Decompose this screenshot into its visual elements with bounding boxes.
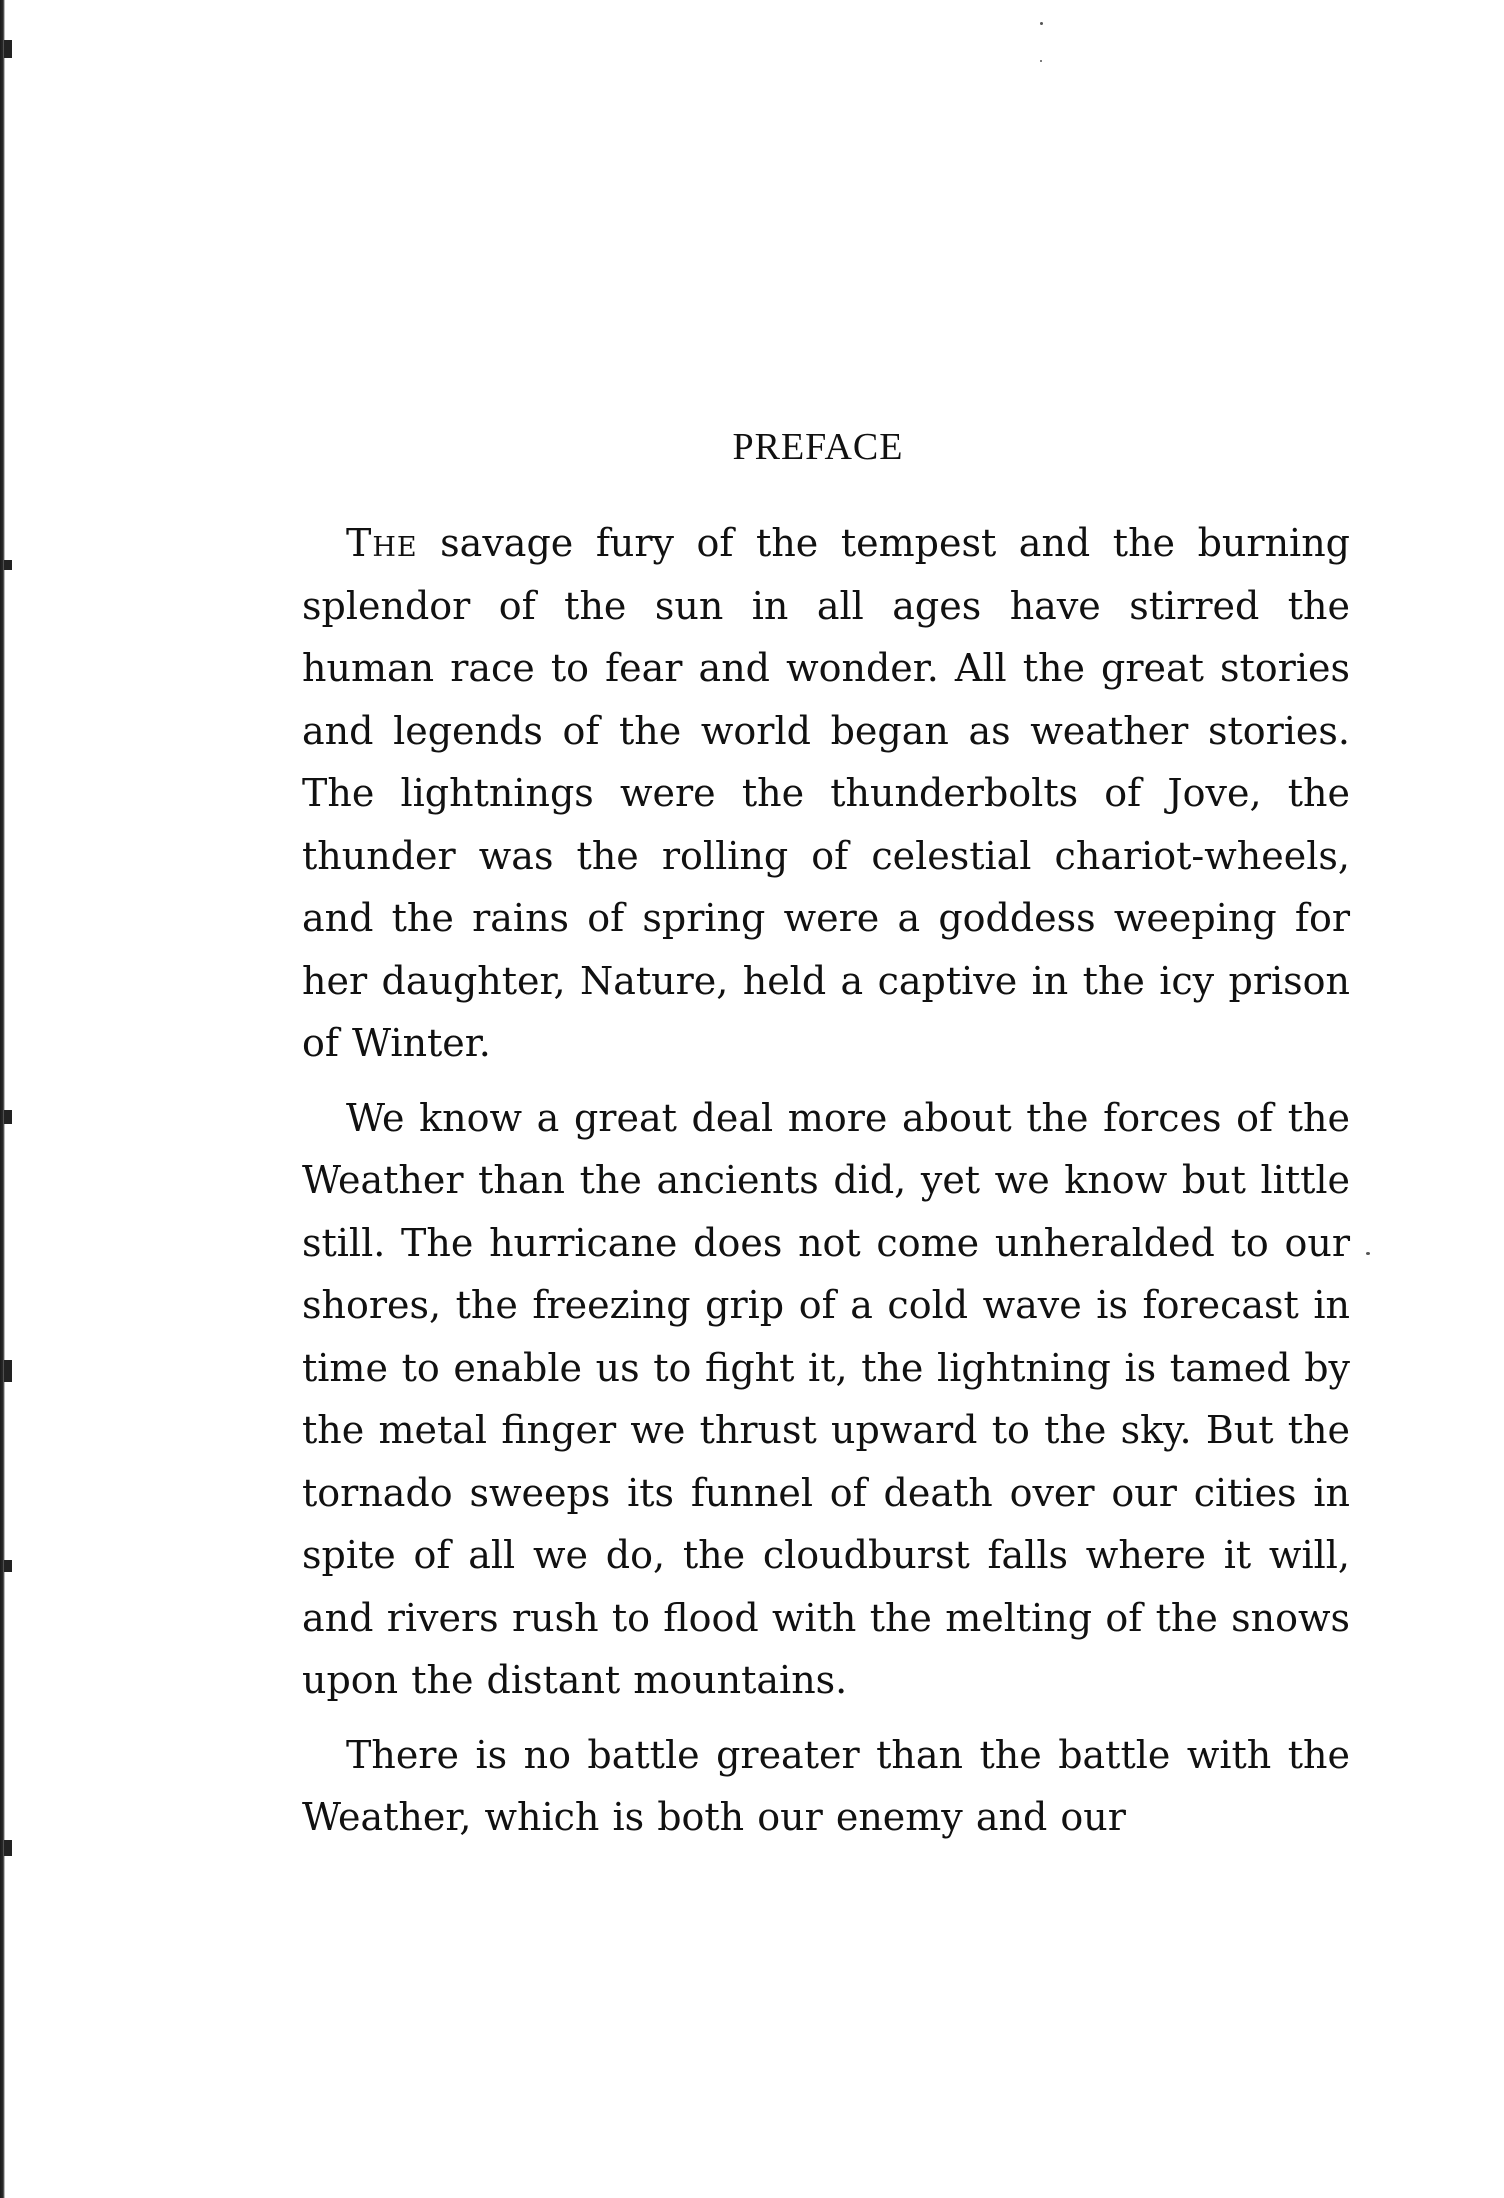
- page-title: PREFACE: [732, 426, 904, 468]
- paragraph-3-text: There is no battle greater than the battle with the Weather, which is both our enemy and our: [302, 1732, 1350, 1839]
- paragraph-3: [302, 1724, 1350, 1849]
- scan-speck: [1040, 22, 1043, 25]
- scan-speck: [1366, 1252, 1370, 1255]
- binding-mark: [4, 40, 12, 58]
- paragraph-2: [302, 1087, 1350, 1712]
- binding-mark: [4, 1560, 12, 1572]
- binding-edge: [0, 0, 5, 2198]
- binding-mark: [4, 1110, 12, 1124]
- binding-mark: [4, 1360, 12, 1382]
- preface-body: [302, 512, 1350, 1861]
- paragraph-2-text: We know a great deal more about the forces of the Weather than the ancients did, yet we know but little still. The hurricane does not come unheralded to our shores, the freezing grip of a cold wave is forecast in time to enable us to fight it, the lightning is tamed by the metal finger we thrust upward to the sky. But the tornado sweeps its funnel of death over our cities in spite of all we do, the cloudburst falls where it will, and rivers rush to flood with the melting of the snows upon the distant mountains.: [302, 1095, 1350, 1702]
- scan-speck: [1040, 60, 1042, 62]
- binding-mark: [4, 560, 12, 570]
- paragraph-1-text: savage fury of the tempest and the burning splendor of the sun in all ages have stirred the human race to fear and wonder. All the great stories and legends of the world began as weather stories. The lightnings were the thunderbolts of Jove, the thunder was the rolling of celestial chariot-wheels, and the rains of spring were a goddess weeping for her daughter, Nature, held a captive in the icy prison of Winter.: [302, 521, 1350, 1065]
- paragraph-1: [302, 512, 1350, 1075]
- drop-lead-word: The: [346, 521, 418, 565]
- binding-mark: [4, 1840, 12, 1856]
